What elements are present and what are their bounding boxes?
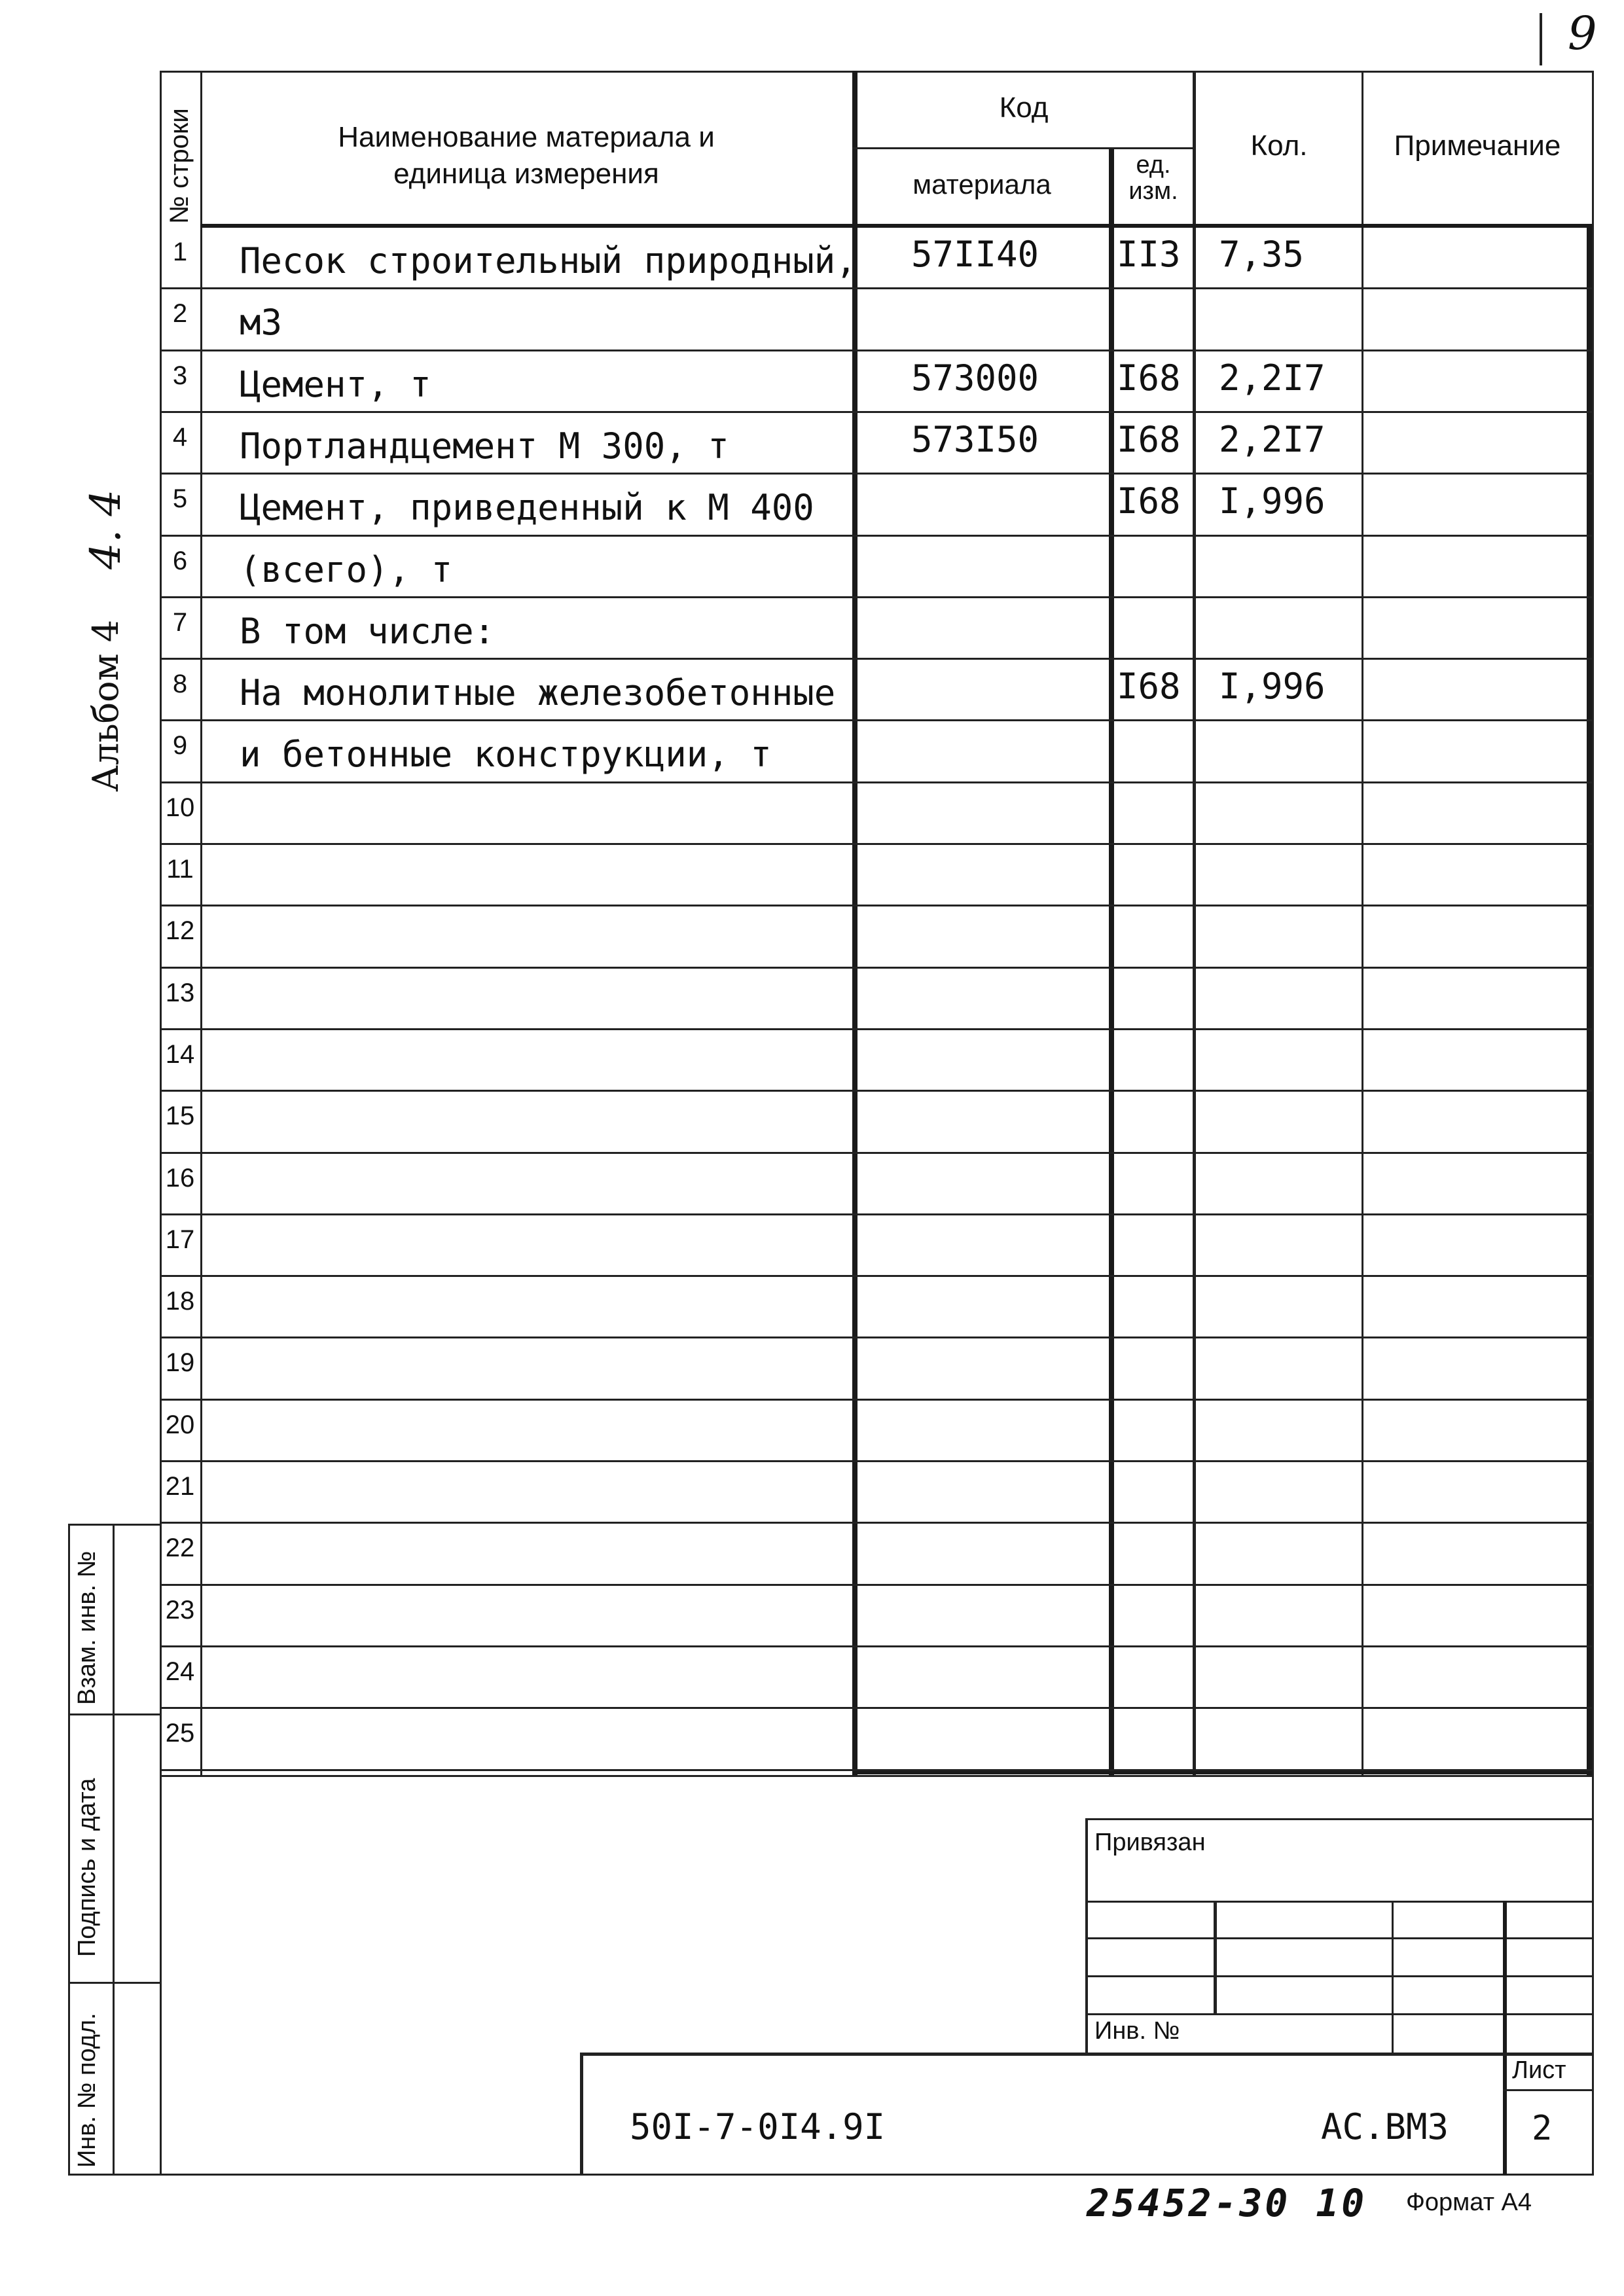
row-number: 14 bbox=[165, 1040, 195, 1069]
row-name: и бетонные конструкции, т bbox=[240, 734, 772, 775]
page-number: 9 bbox=[1568, 7, 1597, 60]
row-unit: I68 bbox=[1117, 357, 1181, 399]
header-note: Примечание bbox=[1394, 130, 1561, 162]
stamp-inv-podl: Инв. № подл. bbox=[73, 2013, 101, 2168]
stamp-podpis: Подпись и дата bbox=[73, 1778, 101, 1957]
row-name: В том числе: bbox=[240, 611, 496, 652]
row-number: 8 bbox=[172, 670, 188, 698]
row-separator bbox=[160, 411, 1594, 413]
tb-v-2 bbox=[1392, 1901, 1394, 2054]
tb-privyazan: Привязан bbox=[1094, 1829, 1206, 1856]
row-separator bbox=[160, 1584, 1594, 1586]
row-number: 7 bbox=[172, 608, 188, 637]
header-code-unit: ед. изм. bbox=[1128, 151, 1178, 205]
col-line-qty bbox=[1193, 71, 1196, 1776]
row-number: 22 bbox=[165, 1534, 195, 1562]
row-name: м3 bbox=[240, 302, 283, 343]
row-unit: I68 bbox=[1117, 419, 1181, 460]
row-separator bbox=[160, 1707, 1594, 1709]
stamp-top bbox=[68, 1524, 161, 1526]
header-name-text: Наименование материала и единица измерения bbox=[338, 121, 715, 190]
row-number: 5 bbox=[172, 484, 188, 513]
row-number: 10 bbox=[165, 793, 195, 822]
row-separator bbox=[160, 1522, 1594, 1524]
row-number: 16 bbox=[165, 1164, 195, 1193]
tb-line-3 bbox=[1085, 1975, 1594, 1977]
row-number: 6 bbox=[172, 547, 188, 575]
header-bottom-line bbox=[200, 224, 1592, 228]
row-number: 24 bbox=[165, 1657, 195, 1686]
row-separator bbox=[160, 1336, 1594, 1338]
row-name: Цемент, т bbox=[240, 364, 431, 405]
col-line-right bbox=[1587, 226, 1592, 1776]
row-qty: 2,2I7 bbox=[1219, 419, 1326, 460]
col-line-code bbox=[852, 71, 857, 1776]
row-separator bbox=[160, 350, 1594, 351]
row-number: 25 bbox=[165, 1719, 195, 1748]
tb-main-top bbox=[580, 2053, 1594, 2056]
tb-top bbox=[1085, 1818, 1594, 1820]
row-name: Песок строительный природный, bbox=[240, 240, 857, 281]
tb-line-4 bbox=[1085, 2013, 1594, 2015]
row-name: На монолитные железобетонные bbox=[240, 672, 836, 713]
row-number: 23 bbox=[165, 1596, 195, 1624]
table-bottom-thin bbox=[160, 1775, 1594, 1777]
row-separator bbox=[160, 1028, 1594, 1030]
col-line-note bbox=[1362, 71, 1363, 1776]
row-number: 17 bbox=[165, 1225, 195, 1254]
tb-v-1 bbox=[1214, 1901, 1217, 2015]
row-unit: I68 bbox=[1117, 666, 1181, 707]
row-separator bbox=[160, 535, 1594, 537]
row-separator bbox=[160, 905, 1594, 906]
row-number: 2 bbox=[172, 299, 188, 328]
row-number: 4 bbox=[172, 423, 188, 452]
row-number: 11 bbox=[166, 855, 194, 884]
tb-doc-code: 50I-7-0I4.9I bbox=[630, 2106, 886, 2147]
row-number: 20 bbox=[165, 1410, 195, 1439]
row-separator bbox=[160, 1645, 1594, 1647]
tb-left-upper bbox=[1085, 1818, 1088, 2054]
row-name: Цемент, приведенный к М 400 bbox=[240, 487, 814, 528]
header-qty: Кол. bbox=[1250, 130, 1308, 162]
row-separator bbox=[160, 967, 1594, 969]
row-number: 9 bbox=[172, 731, 188, 760]
header-code-material: материала bbox=[912, 169, 1051, 200]
page-number-bar bbox=[1540, 13, 1542, 65]
row-number: 15 bbox=[165, 1102, 195, 1130]
footer-handwritten: 25452-30 10 bbox=[1087, 2181, 1367, 2225]
row-number: 3 bbox=[172, 361, 188, 390]
side-label-album: Альбом 4 bbox=[85, 619, 126, 792]
row-number: 13 bbox=[165, 978, 195, 1007]
header-row-no: № строки bbox=[165, 108, 194, 224]
row-code: 57II40 bbox=[911, 234, 1039, 275]
row-separator bbox=[160, 287, 1594, 289]
code-subheader-line bbox=[852, 147, 1195, 149]
tb-line-1 bbox=[1085, 1901, 1594, 1903]
row-separator bbox=[160, 843, 1594, 845]
row-separator bbox=[160, 1460, 1594, 1462]
row-separator bbox=[160, 1275, 1594, 1277]
side-label-handwritten: 4. 4 bbox=[82, 489, 130, 569]
row-number: 18 bbox=[165, 1287, 195, 1316]
row-unit: II3 bbox=[1117, 234, 1181, 275]
tb-line-2 bbox=[1085, 1937, 1594, 1939]
tb-v-3 bbox=[1503, 1901, 1507, 2176]
frame-right bbox=[1592, 71, 1594, 2176]
stamp-outer-left bbox=[68, 1524, 70, 2176]
header-name bbox=[200, 119, 852, 192]
row-name: Портландцемент М 300, т bbox=[240, 425, 729, 467]
row-name: (всего), т bbox=[240, 549, 453, 590]
col-line-num bbox=[200, 71, 202, 1776]
tb-inv-no: Инв. № bbox=[1094, 2017, 1180, 2045]
header-code: Код bbox=[999, 92, 1049, 124]
row-number: 1 bbox=[172, 238, 188, 266]
row-code: 573000 bbox=[911, 357, 1039, 399]
row-qty: 7,35 bbox=[1219, 234, 1305, 275]
row-separator bbox=[160, 1399, 1594, 1401]
row-separator bbox=[160, 1152, 1594, 1154]
row-code: 573I50 bbox=[911, 419, 1039, 460]
row-number: 21 bbox=[165, 1472, 195, 1501]
row-separator bbox=[160, 596, 1594, 598]
stamp-div-2 bbox=[68, 1982, 161, 1984]
tb-main-left bbox=[580, 2053, 583, 2176]
row-separator bbox=[160, 781, 1594, 783]
row-separator bbox=[160, 1090, 1594, 1092]
row-separator bbox=[160, 473, 1594, 475]
tb-list-line bbox=[1503, 2089, 1594, 2091]
row-number: 12 bbox=[165, 916, 195, 945]
tb-list-label: Лист bbox=[1512, 2056, 1566, 2084]
tb-list-no: 2 bbox=[1532, 2109, 1553, 2148]
frame-top bbox=[160, 71, 1594, 73]
tb-sheet-code: АС.ВМ3 bbox=[1321, 2106, 1449, 2147]
row-unit: I68 bbox=[1117, 480, 1181, 522]
stamp-div-1 bbox=[68, 1713, 161, 1715]
row-separator bbox=[160, 719, 1594, 721]
stamp-inner-line bbox=[113, 1524, 115, 2176]
row-qty: I,996 bbox=[1219, 480, 1326, 522]
row-qty: 2,2I7 bbox=[1219, 357, 1326, 399]
stamp-vzam: Взам. инв. № bbox=[73, 1551, 101, 1705]
row-separator bbox=[160, 1769, 1594, 1771]
row-separator bbox=[160, 658, 1594, 660]
frame-bottom bbox=[68, 2174, 1594, 2176]
row-separator bbox=[160, 1213, 1594, 1215]
row-number: 19 bbox=[165, 1348, 195, 1377]
footer-format: Формат А4 bbox=[1406, 2189, 1532, 2216]
row-qty: I,996 bbox=[1219, 666, 1326, 707]
col-line-unit bbox=[1109, 147, 1114, 1776]
